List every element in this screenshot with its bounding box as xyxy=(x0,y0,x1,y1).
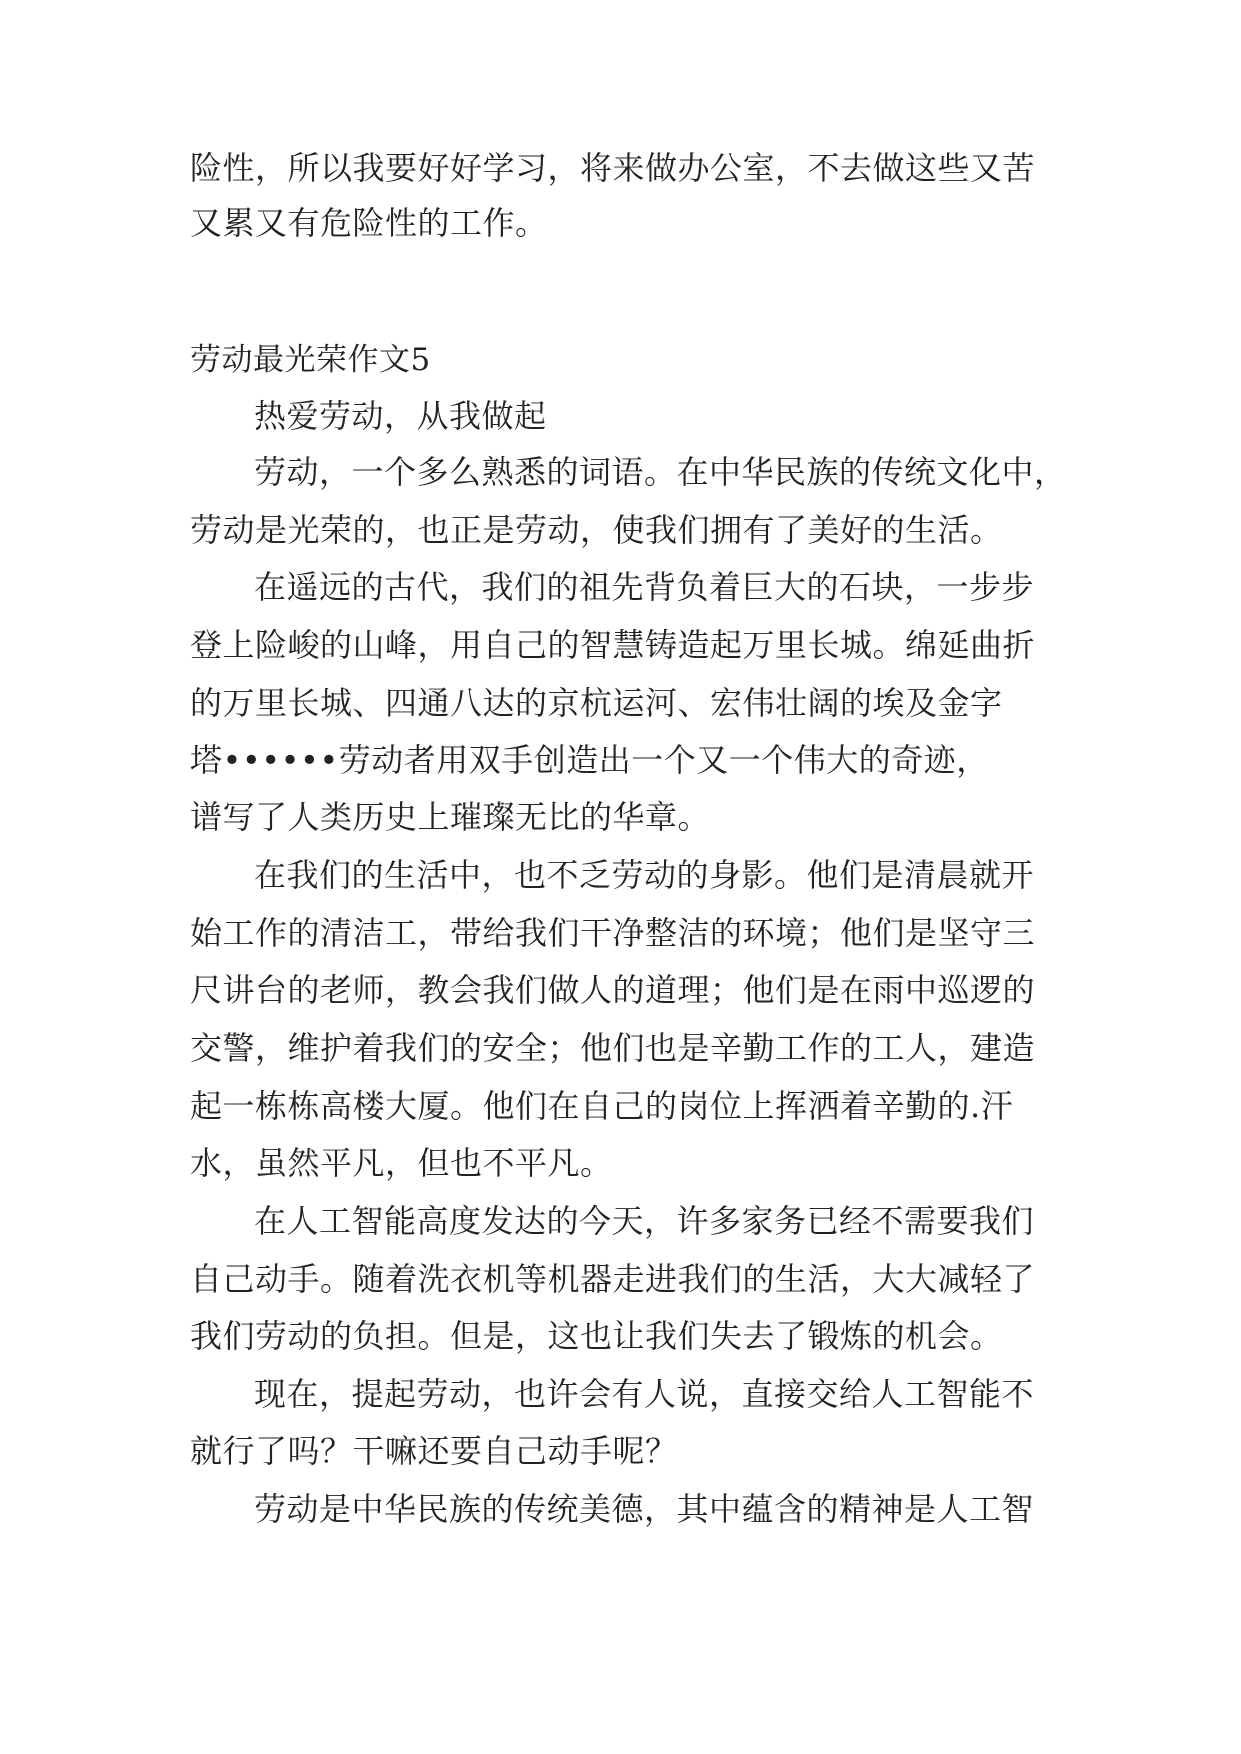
text-line: 劳动是中华民族的传统美德，其中蕴含的精神是人工智 xyxy=(254,1490,1035,1528)
text-line: 自己动手。随着洗衣机等机器走进我们的生活，大大减轻了 xyxy=(190,1260,1036,1298)
text-line: 现在，提起劳动，也许会有人说，直接交给人工智能不 xyxy=(254,1375,1035,1413)
text-line: 劳动，一个多么熟悉的词语。在中华民族的传统文化中， xyxy=(254,453,1067,491)
text-line: 在我们的生活中，也不乏劳动的身影。他们是清晨就开 xyxy=(254,856,1035,894)
text-line: 在遥远的古代，我们的祖先背负着巨大的石块，一步步 xyxy=(254,568,1035,606)
section-title: 劳动最光荣作文5 xyxy=(190,342,431,378)
text-line: 始工作的清洁工，带给我们干净整洁的环境；他们是坚守三 xyxy=(190,914,1036,952)
text-line: 劳动是光荣的，也正是劳动，使我们拥有了美好的生活。 xyxy=(190,511,1003,549)
text-line: 又累又有危险性的工作。 xyxy=(190,204,548,242)
text-line: 在人工智能高度发达的今天，许多家务已经不需要我们 xyxy=(254,1202,1035,1240)
text-line: 交警，维护着我们的安全；他们也是辛勤工作的工人，建造 xyxy=(190,1029,1036,1067)
text-line: 塔••••••劳动者用双手创造出一个又一个伟大的奇迹， xyxy=(190,741,989,779)
text-line: 就行了吗？干嘛还要自己动手呢？ xyxy=(190,1432,678,1470)
text-line: 尺讲台的老师，教会我们做人的道理；他们是在雨中巡逻的 xyxy=(190,971,1036,1009)
text-line: 水，虽然平凡，但也不平凡。 xyxy=(190,1144,613,1182)
essay-title: 热爱劳动，从我做起 xyxy=(254,397,547,435)
text-line: 起一栋栋高楼大厦。他们在自己的岗位上挥洒着辛勤的.汗 xyxy=(190,1087,1014,1125)
text-line: 我们劳动的负担。但是，这也让我们失去了锻炼的机会。 xyxy=(190,1317,1003,1355)
text-line: 险性，所以我要好好学习，将来做办公室，不去做这些又苦 xyxy=(190,149,1036,187)
text-line: 谱写了人类历史上璀璨无比的华章。 xyxy=(190,798,711,836)
text-line: 的万里长城、四通八达的京杭运河、宏伟壮阔的埃及金字 xyxy=(190,684,1003,722)
text-line: 登上险峻的山峰，用自己的智慧铸造起万里长城。绵延曲折 xyxy=(190,626,1036,664)
